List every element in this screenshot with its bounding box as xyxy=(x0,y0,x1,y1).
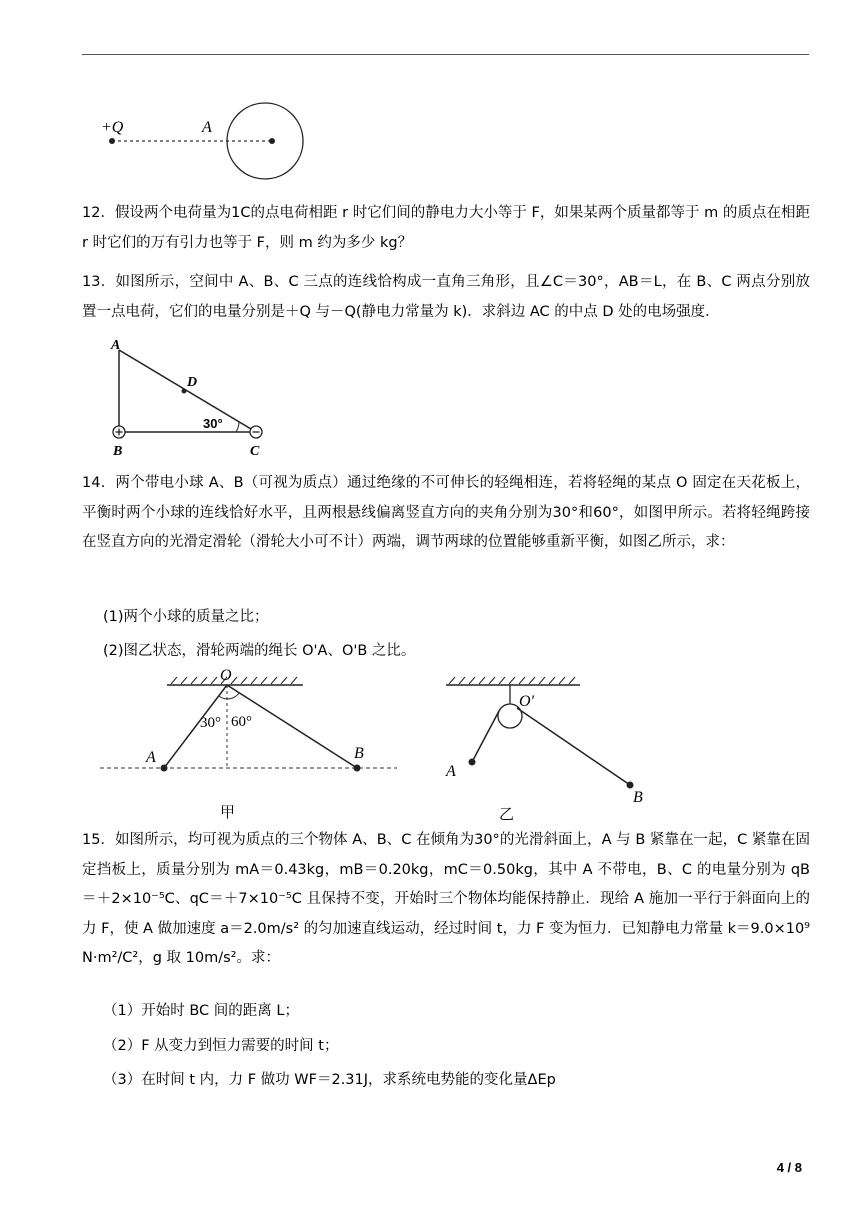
vertex-b-label: B xyxy=(113,444,123,459)
point-a-label: A xyxy=(202,119,212,136)
question-14: 14．两个带电小球 A、B（可视为质点）通过绝缘的不可伸长的轻绳相连，若将轻绳的某点 O 固定在天花板上，平衡时两个小球的连线恰好水平，且两根悬线偏离竖直方向的夹角分别为30°和60°，如图甲所示。若将轻绳跨接在竖直方向的光滑定滑轮（滑轮大小可不计）两端，调节两球的位置能够重新平衡，如图乙所示，求： xyxy=(82,475,810,550)
figure-triangle xyxy=(100,336,280,460)
question-13: 13．如图所示，空间中 A、B、C 三点的连线恰构成一直角三角形，且∠C＝30°，AB＝L，在 B、C 两点分别放置一点电荷，它们的电量分别是＋Q 与－Q(静电力常量为 k)．求斜边 AC 的中点 D 处的电场强度． xyxy=(82,274,810,320)
yi-b-label: B xyxy=(633,789,643,806)
vertex-c-label: C xyxy=(250,444,260,459)
question-14-part-2: (2)图乙状态，滑轮两端的绳长 O'A、O'B 之比。 xyxy=(103,643,416,659)
question-15: 15．如图所示，均可视为质点的三个物体 A、B、C 在倾角为30°的光滑斜面上，A 与 B 紧靠在一起，C 紧靠在固定挡板上，质量分别为 mA＝0.43kg，mB＝0.20kg，mC＝0.50kg，其中 A 不带电，B、C 的电量分别为 qB＝＋2×10⁻⁵C、qC＝＋7×10⁻⁵C 且保持不变，开始时三个物体均能保持静止．现给 A 施加一平行于斜面向上的力 F，使 A 做加速度 a＝2.0m/s² 的匀加速直线运动，经过时间 t，力 F 变为恒力．已知静电力常量 k＝9.0×10⁹ N·m²/C²，g 取 10m/s²。求： xyxy=(82,832,810,966)
question-15-part-3: （3）在时间 t 内，力 F 做功 WF＝2.31J，求系统电势能的变化量ΔEp xyxy=(103,1072,556,1088)
yi-o-label: O' xyxy=(519,693,534,710)
figure-yi xyxy=(435,664,665,826)
charge-label: +Q xyxy=(101,119,124,136)
yi-caption: 乙 xyxy=(499,805,515,823)
jia-angle-30: 30° xyxy=(200,715,221,731)
figure-jia xyxy=(95,664,405,826)
jia-b-label: B xyxy=(354,745,364,762)
header-rule xyxy=(82,54,809,55)
question-12: 12．假设两个电荷量为1C的点电荷相距 r 时它们间的静电力大小等于 F，如果某两个质量都等于 m 的质点在相距 r 时它们的万有引力也等于 F，则 m 约为多少 kg？ xyxy=(82,205,810,251)
jia-a-label: A xyxy=(146,749,156,766)
page-number: 4 / 8 xyxy=(776,1160,802,1175)
jia-o-label: O xyxy=(220,667,232,684)
angle-label: 30° xyxy=(203,416,223,431)
figure-charge-circle xyxy=(95,90,325,190)
midpoint-d-label: D xyxy=(187,375,198,390)
question-15-part-2: （2）F 从变力到恒力需要的时间 t； xyxy=(103,1038,339,1054)
question-15-part-1: （1）开始时 BC 间的距离 L； xyxy=(103,1003,299,1019)
jia-angle-60: 60° xyxy=(231,714,252,730)
jia-caption: 甲 xyxy=(220,803,236,821)
question-14-part-1: (1)两个小球的质量之比； xyxy=(103,609,269,625)
vertex-a-label: A xyxy=(111,338,121,353)
yi-a-label: A xyxy=(446,763,456,780)
